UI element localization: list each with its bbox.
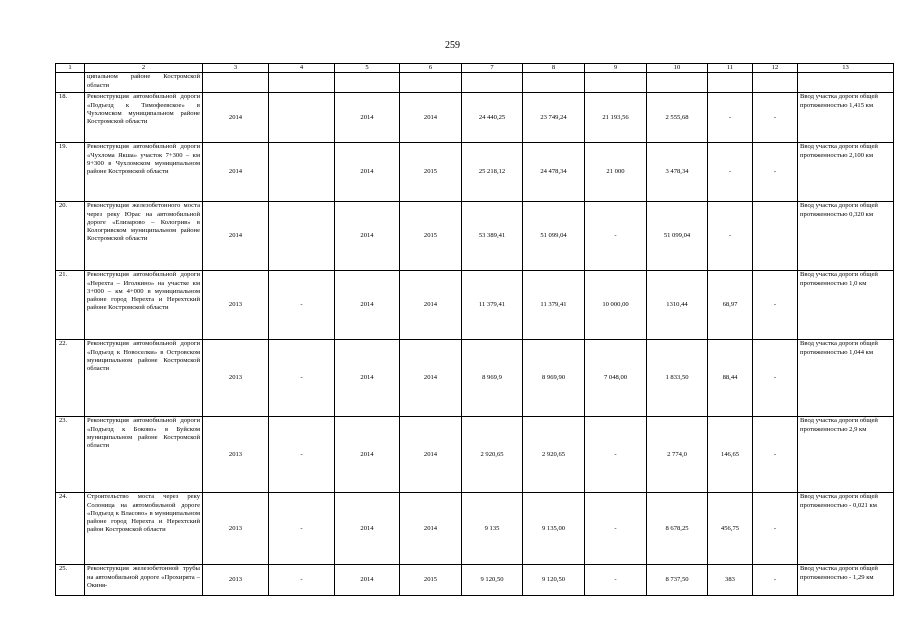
column-number: 5 xyxy=(335,64,400,73)
year-end-cell xyxy=(400,73,462,93)
value-cell: - xyxy=(269,565,335,596)
expected-result-cell xyxy=(798,73,894,93)
page-number: 259 xyxy=(445,40,460,51)
municipal-funds-cell: 68,97 xyxy=(708,271,753,340)
table-row xyxy=(56,417,894,493)
municipal-funds-cell: - xyxy=(708,143,753,202)
total-cost-cell: 24 440,25 xyxy=(462,93,523,143)
expected-result-cell: Ввод участка дороги общей протяженностью 1,044 км xyxy=(798,340,894,417)
other-funds-cell: - xyxy=(753,93,798,143)
column-number: 12 xyxy=(753,64,798,73)
column-number: 10 xyxy=(647,64,708,73)
year-end-cell: 2014 xyxy=(400,417,462,493)
expected-result-cell: Ввод участка дороги общей протяженностью 2,100 км xyxy=(798,143,894,202)
federal-funds-cell: - xyxy=(585,417,647,493)
table-row xyxy=(56,493,894,565)
remaining-cost-cell: 8 969,90 xyxy=(523,340,585,417)
municipal-funds-cell xyxy=(708,73,753,93)
value-cell: - xyxy=(269,340,335,417)
regional-funds-cell xyxy=(647,73,708,93)
value-cell xyxy=(269,143,335,202)
regional-funds-cell: 2 774,0 xyxy=(647,417,708,493)
value-cell: - xyxy=(269,417,335,493)
other-funds-cell: - xyxy=(753,143,798,202)
table-row xyxy=(56,271,894,340)
total-cost-cell: 25 218,12 xyxy=(462,143,523,202)
total-cost-cell: 9 135 xyxy=(462,493,523,565)
federal-funds-cell: - xyxy=(585,202,647,271)
federal-funds-cell: 7 048,00 xyxy=(585,340,647,417)
value-cell xyxy=(269,93,335,143)
expected-result-cell: Ввод участка дороги общей протяженностью 2,9 км xyxy=(798,417,894,493)
column-number: 8 xyxy=(523,64,585,73)
remaining-cost-cell: 9 120,50 xyxy=(523,565,585,596)
total-cost-cell: 8 969,9 xyxy=(462,340,523,417)
other-funds-cell: - xyxy=(753,340,798,417)
year-cell: 2013 xyxy=(203,493,269,565)
project-description: Реконструкция автомобильной дороги «Подъезд к Тимофеевское» в Чухломском муниципальном районе Костромской области xyxy=(85,93,203,143)
expected-result-cell: Ввод участка дороги общей протяженностью 0,320 км xyxy=(798,202,894,271)
federal-funds-cell: 21 000 xyxy=(585,143,647,202)
year-start-cell: 2014 xyxy=(335,340,400,417)
row-number: 19. xyxy=(56,143,85,202)
year-cell: 2014 xyxy=(203,202,269,271)
column-number: 2 xyxy=(85,64,203,73)
remaining-cost-cell: 9 135,00 xyxy=(523,493,585,565)
project-description: Реконструкция автомобильной дороги «Подъезд к Новоселки» в Островском муниципальном районе Костромской области xyxy=(85,340,203,417)
column-number: 3 xyxy=(203,64,269,73)
expected-result-cell: Ввод участка дороги общей протяженностью - 1,29 км xyxy=(798,565,894,596)
remaining-cost-cell xyxy=(523,73,585,93)
table-row xyxy=(56,143,894,202)
year-start-cell: 2014 xyxy=(335,565,400,596)
remaining-cost-cell: 51 099,04 xyxy=(523,202,585,271)
year-start-cell: 2014 xyxy=(335,202,400,271)
municipal-funds-cell: - xyxy=(708,93,753,143)
expected-result-cell: Ввод участка дороги общей протяженностью 1,0 км xyxy=(798,271,894,340)
year-cell: 2014 xyxy=(203,143,269,202)
column-number: 9 xyxy=(585,64,647,73)
row-number: 18. xyxy=(56,93,85,143)
row-number xyxy=(56,73,85,93)
year-start-cell: 2014 xyxy=(335,417,400,493)
other-funds-cell: - xyxy=(753,417,798,493)
value-cell xyxy=(269,73,335,93)
row-number: 22. xyxy=(56,340,85,417)
column-number: 4 xyxy=(269,64,335,73)
year-end-cell: 2014 xyxy=(400,493,462,565)
year-start-cell: 2014 xyxy=(335,143,400,202)
regional-funds-cell: 1310,44 xyxy=(647,271,708,340)
expected-result-cell: Ввод участка дороги общей протяженностью - 0,021 км xyxy=(798,493,894,565)
year-cell: 2013 xyxy=(203,271,269,340)
year-end-cell: 2014 xyxy=(400,340,462,417)
year-start-cell: 2014 xyxy=(335,493,400,565)
total-cost-cell xyxy=(462,73,523,93)
project-description: Реконструкция железобетонной трубы на автомобильной дороге «Прохирята – Окиня- xyxy=(85,565,203,596)
column-number: 6 xyxy=(400,64,462,73)
municipal-funds-cell: - xyxy=(708,202,753,271)
federal-funds-cell: - xyxy=(585,493,647,565)
table-row xyxy=(56,565,894,596)
year-end-cell: 2015 xyxy=(400,202,462,271)
regional-funds-cell: 1 833,50 xyxy=(647,340,708,417)
federal-funds-cell: 21 193,56 xyxy=(585,93,647,143)
regional-funds-cell: 8 737,50 xyxy=(647,565,708,596)
year-cell: 2013 xyxy=(203,417,269,493)
column-number: 1 xyxy=(56,64,85,73)
project-description: Реконструкция автомобильной дороги «Нерехта – Иголкино» на участке км 3+000 – км 4+000 в муниципальном районе город Нерехта и Нерехтский районе Костромской области xyxy=(85,271,203,340)
row-number: 24. xyxy=(56,493,85,565)
value-cell: - xyxy=(269,271,335,340)
column-number: 7 xyxy=(462,64,523,73)
row-number: 25. xyxy=(56,565,85,596)
column-number: 13 xyxy=(798,64,894,73)
year-start-cell: 2014 xyxy=(335,271,400,340)
column-number: 11 xyxy=(708,64,753,73)
municipal-funds-cell: 456,75 xyxy=(708,493,753,565)
table-row xyxy=(56,73,894,93)
year-end-cell: 2014 xyxy=(400,271,462,340)
municipal-funds-cell: 146,65 xyxy=(708,417,753,493)
year-start-cell: 2014 xyxy=(335,93,400,143)
federal-funds-cell xyxy=(585,73,647,93)
row-number: 21. xyxy=(56,271,85,340)
total-cost-cell: 9 120,50 xyxy=(462,565,523,596)
remaining-cost-cell: 24 478,34 xyxy=(523,143,585,202)
total-cost-cell: 53 389,41 xyxy=(462,202,523,271)
year-end-cell: 2014 xyxy=(400,93,462,143)
year-start-cell xyxy=(335,73,400,93)
remaining-cost-cell: 23 749,24 xyxy=(523,93,585,143)
road-projects-table-wrapper xyxy=(55,63,894,596)
year-cell: 2014 xyxy=(203,93,269,143)
year-cell: 2013 xyxy=(203,340,269,417)
other-funds-cell xyxy=(753,73,798,93)
regional-funds-cell: 51 099,04 xyxy=(647,202,708,271)
value-cell xyxy=(269,202,335,271)
project-description: Реконструкция железобетонного моста через реку Юрас на автомобильной дороге «Елизарово – Кологрив» в Кологривском муниципальном районе Костромской области xyxy=(85,202,203,271)
regional-funds-cell: 8 678,25 xyxy=(647,493,708,565)
remaining-cost-cell: 11 379,41 xyxy=(523,271,585,340)
federal-funds-cell: - xyxy=(585,565,647,596)
other-funds-cell: - xyxy=(753,271,798,340)
project-description: Реконструкция автомобильной дороги «Подъезд к Боково» в Буйском муниципальном районе Костромской области xyxy=(85,417,203,493)
table-row xyxy=(56,340,894,417)
year-cell xyxy=(203,73,269,93)
federal-funds-cell: 10 000,00 xyxy=(585,271,647,340)
project-description: Реконструкция автомобильной дороги «Чухлома Якша» участок 7+300 – км 9+300 в Чухломском муниципальном районе Костромской области xyxy=(85,143,203,202)
regional-funds-cell: 2 555,68 xyxy=(647,93,708,143)
project-description: Строительство моста через реку Солоница на автомобильной дороге «Подъезд к Власово» в муниципальном районе город Нерехта и Нерехтский район Костромской области xyxy=(85,493,203,565)
row-number: 20. xyxy=(56,202,85,271)
column-number-row xyxy=(56,64,894,73)
municipal-funds-cell: 383 xyxy=(708,565,753,596)
row-number: 23. xyxy=(56,417,85,493)
table-row xyxy=(56,202,894,271)
value-cell: - xyxy=(269,493,335,565)
total-cost-cell: 11 379,41 xyxy=(462,271,523,340)
regional-funds-cell: 3 478,34 xyxy=(647,143,708,202)
project-description: ципальном районе Костромской области xyxy=(85,73,203,93)
remaining-cost-cell: 2 920,65 xyxy=(523,417,585,493)
expected-result-cell: Ввод участка дороги общей протяженностью 1,415 км xyxy=(798,93,894,143)
year-end-cell: 2015 xyxy=(400,565,462,596)
year-end-cell: 2015 xyxy=(400,143,462,202)
road-projects-table xyxy=(55,63,894,596)
other-funds-cell: - xyxy=(753,565,798,596)
table-row xyxy=(56,93,894,143)
year-cell: 2013 xyxy=(203,565,269,596)
other-funds-cell xyxy=(753,202,798,271)
other-funds-cell: - xyxy=(753,493,798,565)
municipal-funds-cell: 88,44 xyxy=(708,340,753,417)
total-cost-cell: 2 920,65 xyxy=(462,417,523,493)
